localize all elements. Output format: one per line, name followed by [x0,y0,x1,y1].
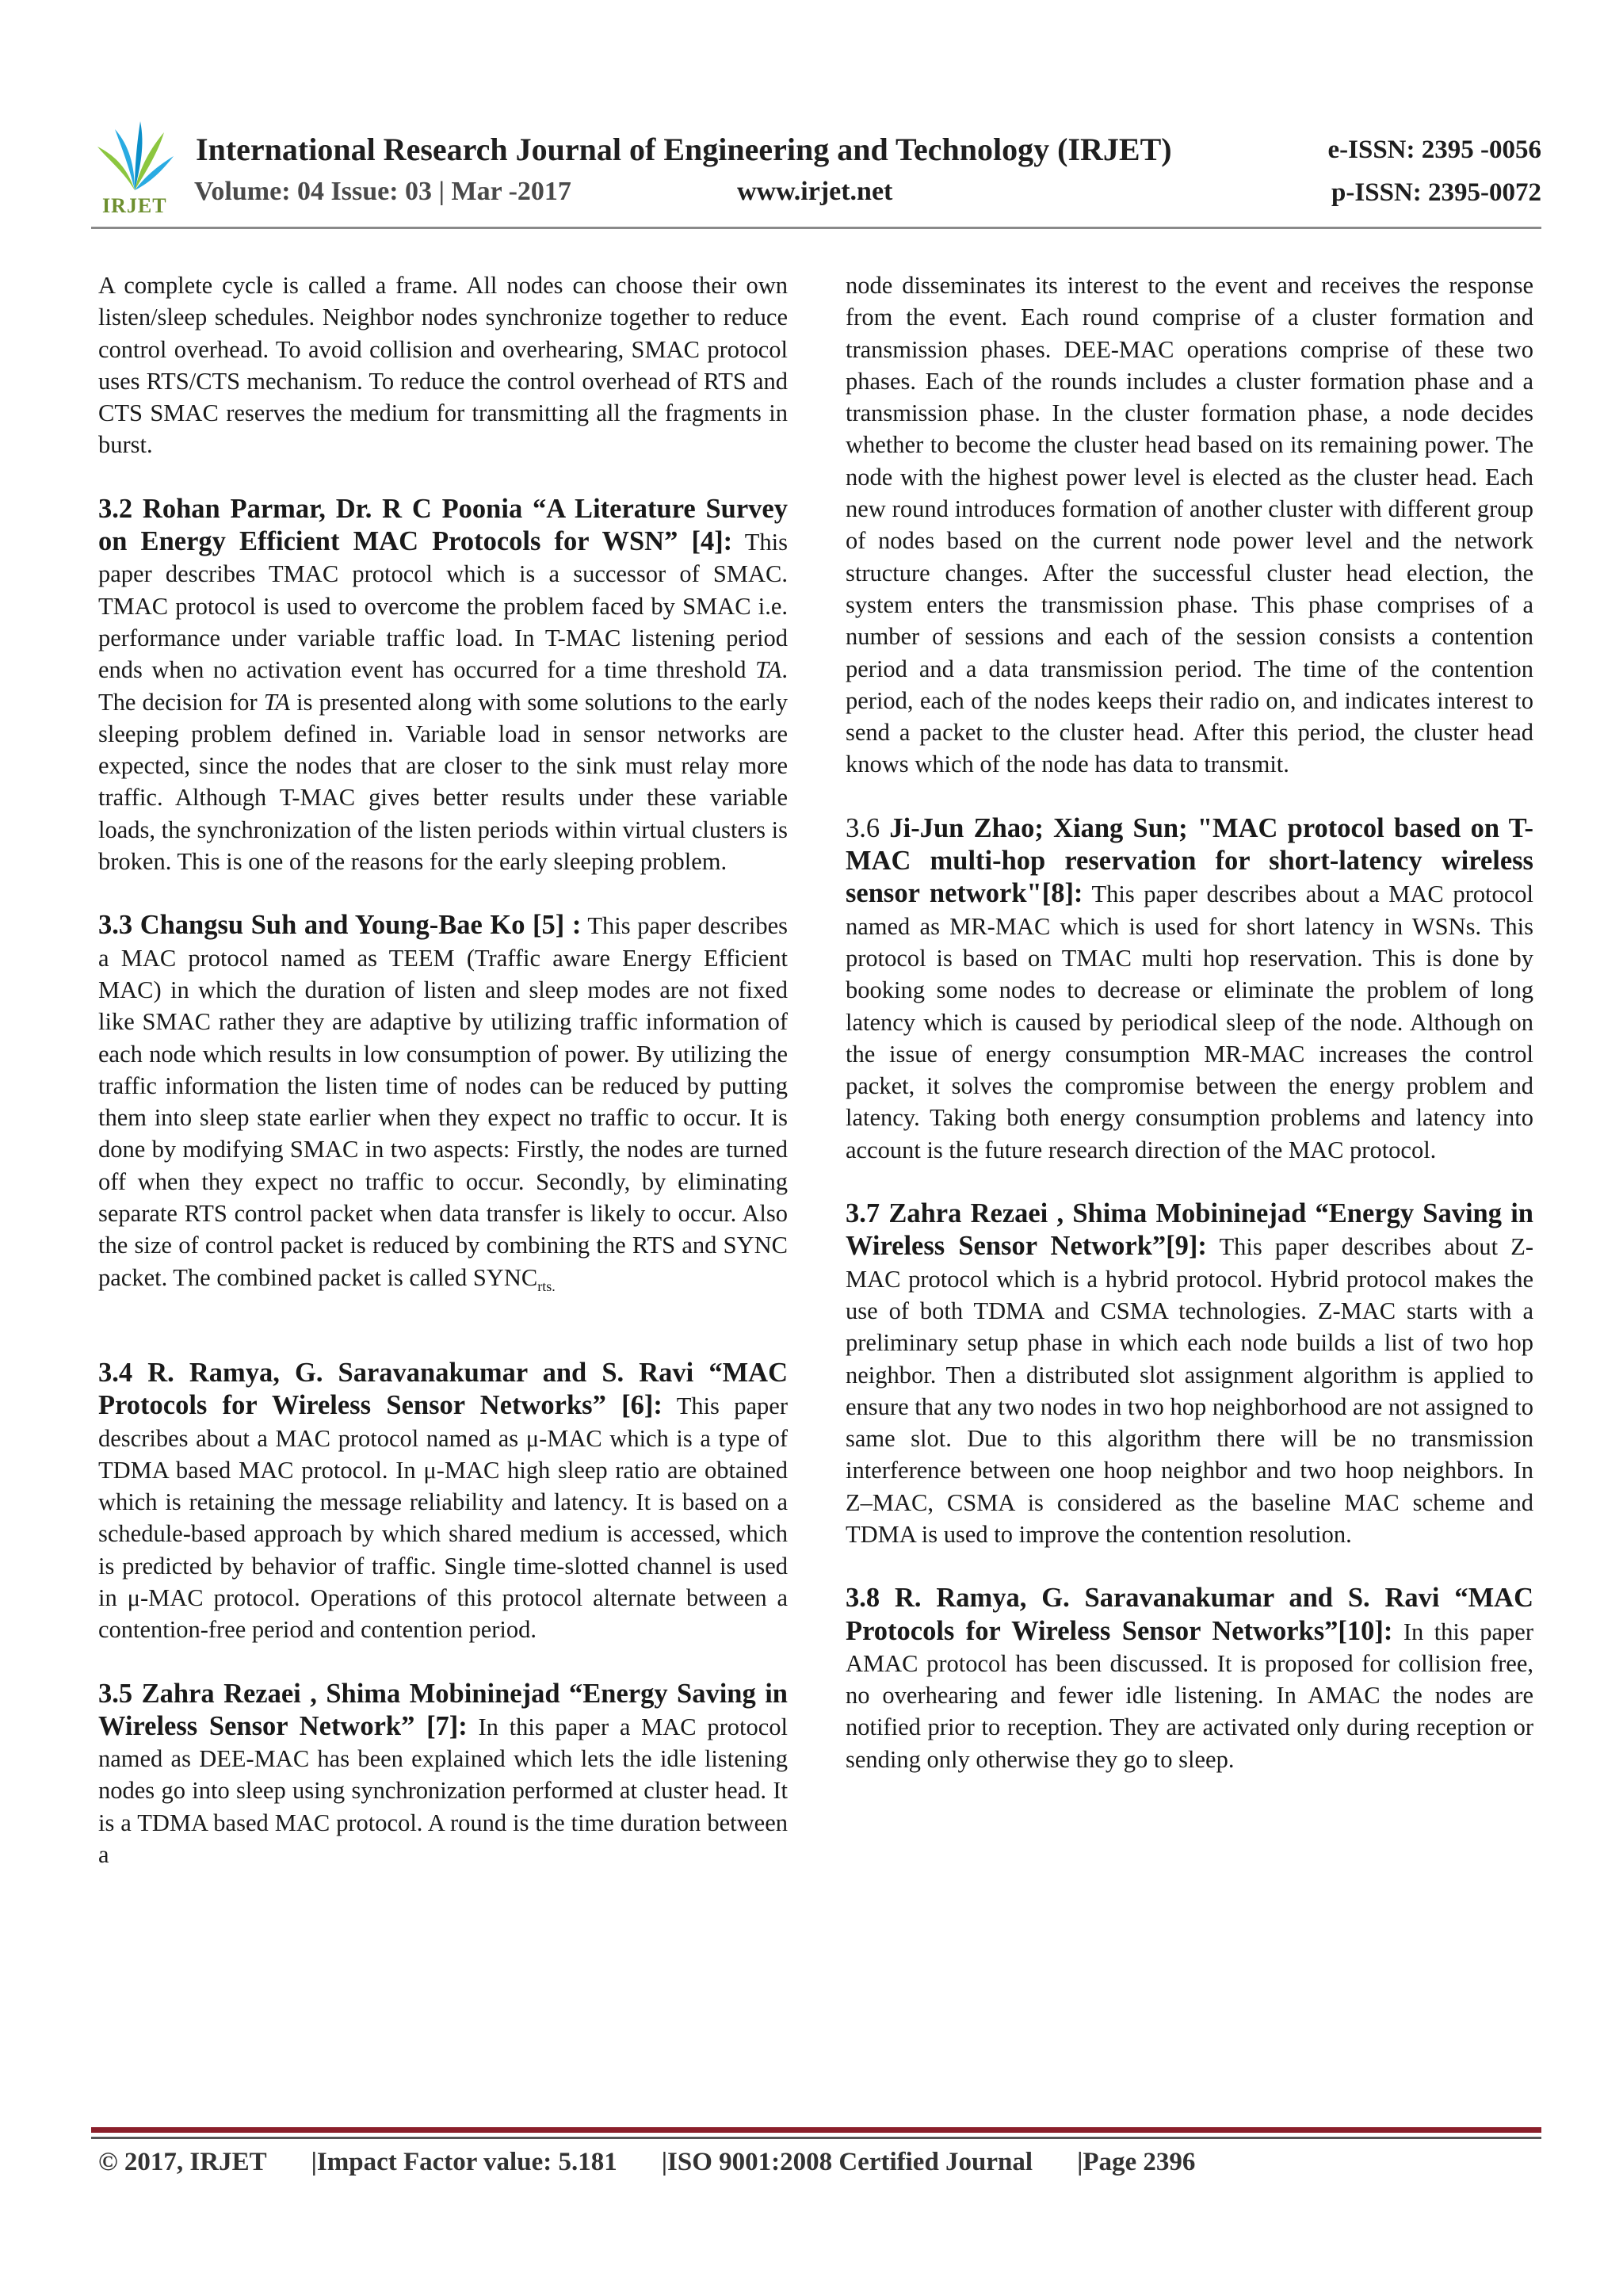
page-footer: © 2017, IRJET |Impact Factor value: 5.181 |ISO 9001:2008 Certified Journal |Page 2396 [98,2148,1196,2176]
section-3-3-title: 3.3 Changsu Suh and Young-Bae Ko [5] : [98,910,582,941]
section-3-3: 3.3 Changsu Suh and Young-Bae Ko [5] : This paper describes a MAC protocol named as TEEM (Traffic aware Energy Efficient MAC) in which the duration of listen and sleep modes are not fixed like SMAC rather they are adaptive by utilizing traffic information of each node which results in low consumption of power. By utilizing the traffic information the listen time of nodes can be reduced by putting them into sleep state earlier when they expect no traffic to occur. It is done by modifying SMAC in two aspects: Firstly, the nodes are turned off when they expect no traffic to occur. Secondly, by eliminating separate RTS control packet when data transfer is likely to occur. Also the size of control packet is reduced by combining the RTS and SYNC packet. The combined packet is called $SYNC_{rts.}$ [98,910,788,1294]
footer-divider-bottom [91,2137,1541,2139]
section-3-6-title: Ji-Jun Zhao; Xiang Sun; "MAC protocol based on T-MAC multi-hop reservation for short-latency wireless sensor network"[8]: [846,812,1534,909]
journal-title: International Research Journal of Engineering and Technology (IRJET) [196,132,1172,167]
intro-paragraph: A complete cycle is called a frame. All nodes can choose their own listen/sleep schedules. Neighbor nodes synchronize together to reduce control overhead. To avoid collision and overhearing, SMAC protocol uses RTS/CTS mechanism. To reduce the control overhead of RTS and CTS SMAC reserves the medium for transmitting all the fragments in burst. [98,272,788,459]
journal-website-link[interactable]: www.irjet.net [737,177,893,206]
copyright: © 2017, IRJET [98,2148,267,2176]
section-3-5-title: 3.5 Zahra Rezaei , Shima Mobininejad “Energy Saving in Wireless Sensor Network” [7]: [98,1678,788,1741]
section-3-4-title: 3.4 R. Ramya, G. Saravanakumar and S. Ravi “MAC Protocols for Wireless Sensor Networks” [6]: [98,1357,788,1421]
p-issn: p-ISSN: 2395-0072 [1331,178,1541,207]
section-3-5: 3.5 Zahra Rezaei , Shima Mobininejad “Energy Saving in Wireless Sensor Network” [7]: In this paper a MAC protocol named as DEE-MAC has been explained which lets the idle listening nodes go into sleep using synchronization performed at cluster head. It is a TDMA based MAC protocol. A round is the time duration between a [98,1678,788,1869]
iso-certification: ISO 9001:2008 Certified Journal [667,2148,1033,2176]
page-number: Page 2396 [1083,2148,1196,2176]
header-divider [91,227,1541,229]
section-3-5-continued: node disseminates its interest to the event and receives the response from the event. Each round comprise of a cluster formation and transmission phases. DEE-MAC operations comprise of these two phases. Each of the rounds includes a cluster formation phase and a transmission phase. In the cluster formation phase, a node decides whether to become the cluster head based on its remaining power. The node with the highest power level is elected as the cluster head. Each new round introduces formation of another cluster with different group of nodes based on the current node power level and the network structure changes. After the successful cluster head election, the system enters the transmission phase. This phase comprises of a number of sessions and each of the session consists a contention period and a data transmission period. The time of the contention period, each of the nodes keeps their radio on, and indicates interest to send a packet to the cluster head. After this period, the cluster head knows which of the node has data to transmit. [846,272,1533,778]
section-3-8-title: 3.8 R. Ramya, G. Saravanakumar and S. Ravi “MAC Protocols for Wireless Sensor Networks”[10]: [846,1583,1533,1646]
issue-info: Volume: 04 Issue: 03 | Mar -2017 [194,177,571,206]
impact-factor: Impact Factor value: 5.181 [316,2148,617,2176]
footer-divider-top [91,2127,1541,2133]
section-3-2-title: 3.2 Rohan Parmar, Dr. R C Poonia “A Literature Survey on Energy Efficient MAC Protocols for WSN” [4]: [98,493,788,557]
logo-text: IRJET [102,194,167,217]
page-header [91,115,1541,234]
e-issn: e-ISSN: 2395 -0056 [1327,136,1541,164]
section-3-2: 3.2 Rohan Parmar, Dr. R C Poonia “A Literature Survey on Energy Efficient MAC Protocols for WSN” [4]: This paper describes TMAC protocol which is a successor of SMAC. TMAC protocol is used to overcome the problem faced by SMAC i.e. performance under variable traffic load. In T-MAC listening period ends when no activation event has occurred for a time threshold TA. The decision for TA is presented along with some solutions to the early sleeping problem defined in. Variable load in sensor networks are expected, since the nodes that are closer to the sink must relay more traffic. Although T-MAC gives better results under these variable loads, the synchronization of the listen periods within virtual clusters is broken. This is one of the reasons for the early sleeping problem. [98,493,789,876]
section-3-4: 3.4 R. Ramya, G. Saravanakumar and S. Ravi “MAC Protocols for Wireless Sensor Networks” [6]: This paper describes about a MAC protocol named as μ-MAC which is a type of TDMA based MAC protocol. In μ-MAC high sleep ratio are obtained which is retaining the message reliability and latency. It is based on a schedule-based approach by which shared medium is accessed, which is predicted by behavior of traffic. Single time-slotted channel is used in μ-MAC protocol. Operations of this protocol alternate between a contention-free period and contention period. [98,1357,789,1644]
section-3-6: 3.6 Ji-Jun Zhao; Xiang Sun; "MAC protocol based on T-MAC multi-hop reservation for short-latency wireless sensor network"[8]: This paper describes about a MAC protocol named as MR-MAC which is used for short latency in WSNs. This protocol is based on TMAC multi hop reservation. This is done by booking some nodes to decrease or eliminate the problem of long latency which is caused by periodical sleep of the node. Although on the issue of energy consumption MR-MAC increases the control packet, it solves the compromise between the energy problem and latency. Taking both energy consumption problems and latency into account is the future research direction of the MAC protocol. [846,812,1534,1163]
left-column [98,269,788,1870]
section-3-8: 3.8 R. Ramya, G. Saravanakumar and S. Ravi “MAC Protocols for Wireless Sensor Networks”[10]: In this paper AMAC protocol has been discussed. It is proposed for collision free, no overhearing and fewer idle listening. In AMAC the nodes are notified prior to reception. They are activated only during reception or sending only otherwise they go to sleep. [846,1583,1533,1773]
section-3-7-title: 3.7 Zahra Rezaei , Shima Mobininejad “Energy Saving in Wireless Sensor Network”[9]: [846,1198,1533,1262]
right-column [846,269,1533,1775]
section-3-7: 3.7 Zahra Rezaei , Shima Mobininejad “Energy Saving in Wireless Sensor Network”[9]: This paper describes about Z-MAC protocol which is a hybrid protocol. Hybrid protocol makes the use of both TDMA and CSMA technologies. Z-MAC starts with a preliminary setup phase in which each node builds a list of two hop neighbor. Then a distributed slot assignment algorithm is applied to ensure that any two nodes in two hop neighborhood are not assigned to same slot. Due to this algorithm there will be no transmission interference between one hoop neighbor and two hoop neighbors. In Z–MAC, CSMA is considered as the baseline MAC scheme and TDMA is used to improve the contention resolution. [846,1198,1533,1548]
